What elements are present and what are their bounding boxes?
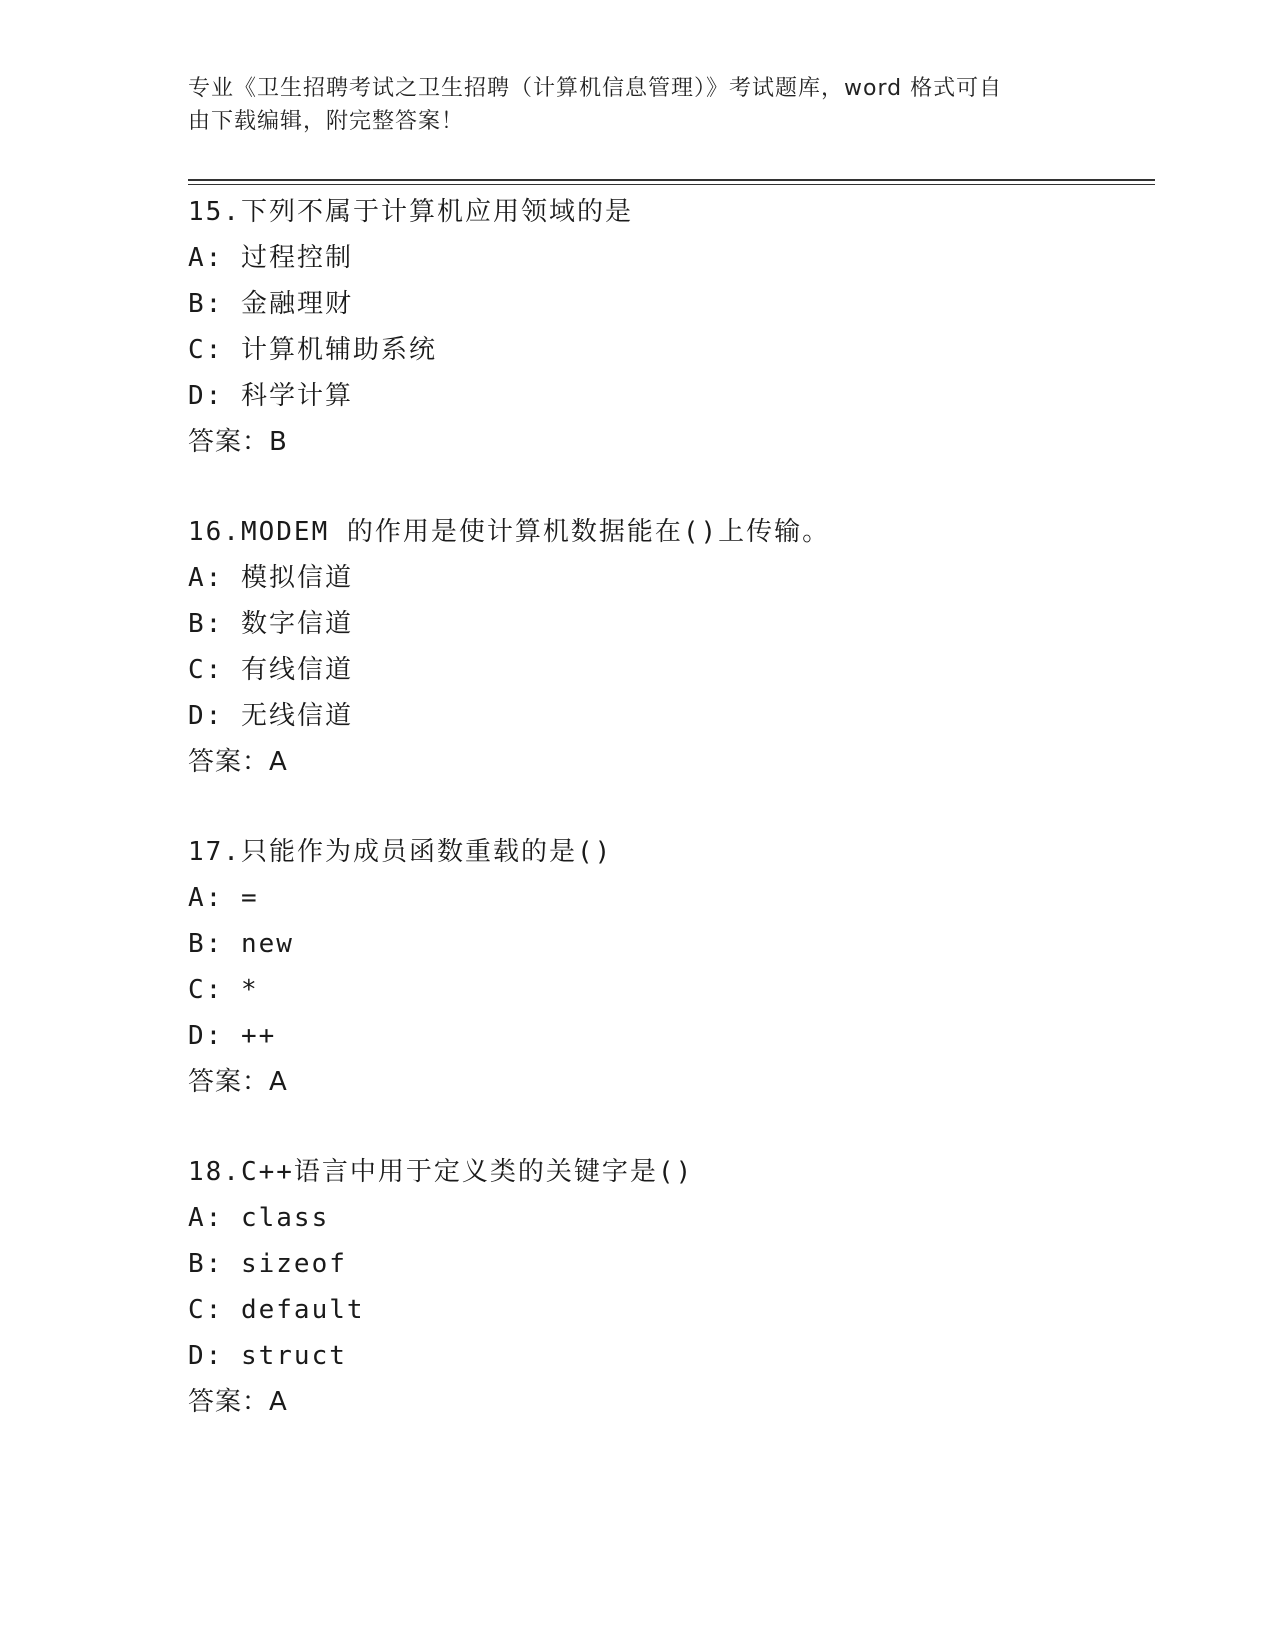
option-d: D: 科学计算 [188, 381, 353, 411]
option-a: A: class [188, 1203, 330, 1233]
answer-line: 答案：A [188, 747, 288, 777]
option-a: A: = [188, 883, 259, 913]
header-divider-thick [188, 179, 1155, 181]
header-divider-thin [188, 184, 1155, 185]
question-15 [188, 189, 1148, 465]
option-b: B: new [188, 929, 294, 959]
option-d: D: 无线信道 [188, 701, 353, 731]
answer-line: 答案：B [188, 427, 288, 457]
question-stem: 15.下列不属于计算机应用领域的是 [188, 197, 633, 227]
option-c: C: * [188, 975, 259, 1005]
option-b: B: 数字信道 [188, 609, 353, 639]
header-line-2: 由下载编辑，附完整答案！ [188, 109, 465, 134]
option-a: A: 模拟信道 [188, 563, 353, 593]
option-c: C: 计算机辅助系统 [188, 335, 437, 365]
question-stem: 16.MODEM 的作用是使计算机数据能在()上传输。 [188, 517, 831, 547]
answer-line: 答案：A [188, 1067, 288, 1097]
question-stem: 17.只能作为成员函数重载的是() [188, 837, 613, 867]
option-b: B: 金融理财 [188, 289, 353, 319]
option-b: B: sizeof [188, 1249, 347, 1279]
question-stem: 18.C++语言中用于定义类的关键字是() [188, 1157, 694, 1187]
option-c: C: default [188, 1295, 365, 1325]
question-18 [188, 1149, 1148, 1425]
option-d: D: ++ [188, 1021, 277, 1051]
question-17 [188, 829, 1148, 1105]
option-d: D: struct [188, 1341, 347, 1371]
header-line-1: 专业《卫生招聘考试之卫生招聘（计算机信息管理）》考试题库，word 格式可自 [188, 76, 1003, 101]
document-header [188, 72, 1068, 138]
option-a: A: 过程控制 [188, 243, 353, 273]
option-c: C: 有线信道 [188, 655, 353, 685]
question-16 [188, 509, 1148, 785]
answer-line: 答案：A [188, 1387, 288, 1417]
